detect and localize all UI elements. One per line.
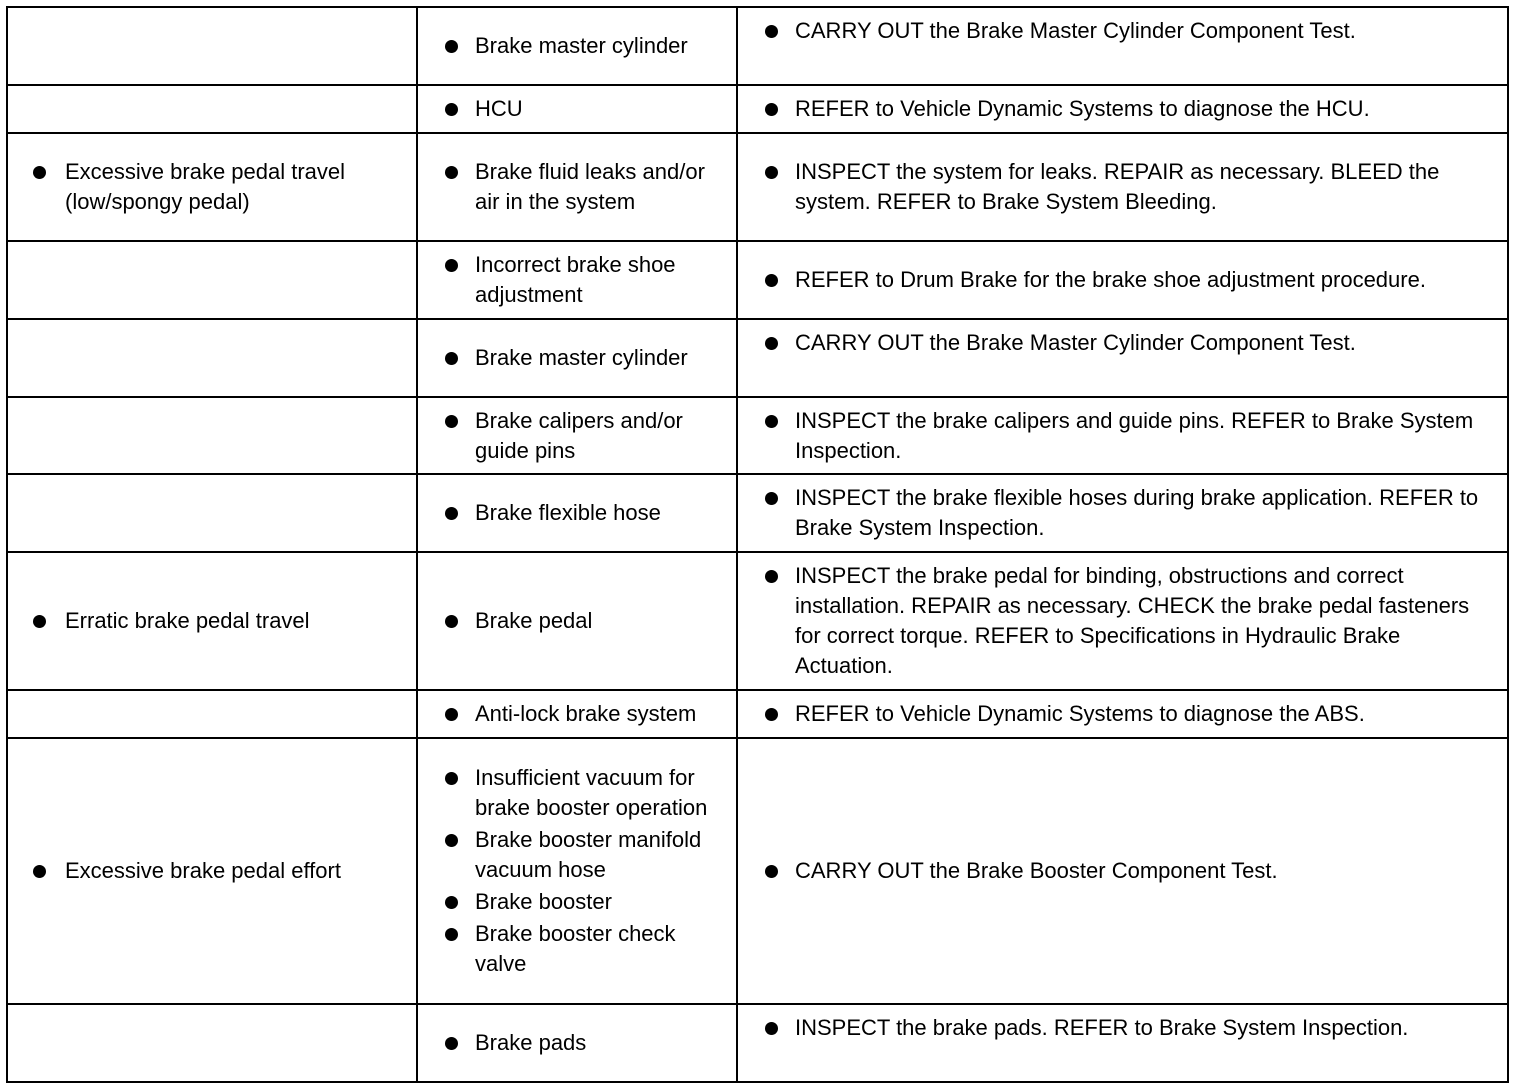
symptom-cell xyxy=(7,552,417,690)
symptom-cell xyxy=(7,7,417,85)
cause-bullet xyxy=(418,31,736,61)
cause-cell xyxy=(417,241,737,319)
cause-text: Brake pads xyxy=(475,1030,587,1055)
action-bullet xyxy=(738,328,1507,358)
action-cell xyxy=(737,7,1508,85)
action-text: CARRY OUT the Brake Master Cylinder Component Test. xyxy=(795,330,1356,355)
action-text: INSPECT the brake calipers and guide pins. REFER to Brake System Inspection. xyxy=(795,407,1474,463)
cause-bullet xyxy=(418,94,736,124)
cause-bullet xyxy=(418,250,736,310)
action-bullet xyxy=(738,16,1507,46)
cause-text: Brake master cylinder xyxy=(475,345,688,370)
bullet-dot-icon xyxy=(765,274,778,287)
cause-bullet xyxy=(418,157,736,217)
action-text: CARRY OUT the Brake Master Cylinder Component Test. xyxy=(795,18,1356,43)
cause-text: Anti-lock brake system xyxy=(475,701,697,726)
action-cell xyxy=(737,241,1508,319)
bullet-dot-icon xyxy=(765,1022,778,1035)
action-cell xyxy=(737,319,1508,397)
cause-cell xyxy=(417,690,737,738)
cause-bullet xyxy=(418,887,736,917)
cause-cell xyxy=(417,474,737,552)
cause-bullet xyxy=(418,498,736,528)
bullet-dot-icon xyxy=(765,492,778,505)
action-cell xyxy=(737,474,1508,552)
action-text: INSPECT the system for leaks. REPAIR as necessary. BLEED the system. REFER to Brake System Bleeding. xyxy=(795,159,1440,214)
bullet-dot-icon xyxy=(445,928,458,941)
symptom-cell xyxy=(7,397,417,474)
symptom-cell xyxy=(7,1004,417,1082)
cause-text: Insufficient vacuum for brake booster operation xyxy=(475,765,708,820)
action-bullet xyxy=(738,406,1507,466)
cause-cell xyxy=(417,85,737,133)
bullet-dot-icon xyxy=(445,1037,458,1050)
action-bullet xyxy=(738,856,1507,886)
action-text: REFER to Vehicle Dynamic Systems to diagnose the ABS. xyxy=(795,701,1365,726)
cause-bullet xyxy=(418,343,736,373)
table-row xyxy=(7,85,1508,133)
cause-bullet xyxy=(418,825,736,885)
action-text: INSPECT the brake flexible hoses during brake application. REFER to Brake System Inspection. xyxy=(795,485,1479,540)
table-row xyxy=(7,241,1508,319)
action-bullet xyxy=(738,699,1507,729)
action-text: REFER to Drum Brake for the brake shoe adjustment procedure. xyxy=(795,267,1426,292)
cause-cell xyxy=(417,7,737,85)
table-row xyxy=(7,738,1508,1004)
table-row xyxy=(7,1004,1508,1082)
symptom-text: Excessive brake pedal effort xyxy=(65,858,341,883)
cause-bullet xyxy=(418,699,736,729)
action-bullet xyxy=(738,157,1507,217)
bullet-dot-icon xyxy=(765,25,778,38)
cause-bullet xyxy=(418,763,736,823)
symptom-cell xyxy=(7,85,417,133)
action-cell xyxy=(737,85,1508,133)
symptom-bullet xyxy=(8,606,416,636)
cause-text: Brake master cylinder xyxy=(475,33,688,58)
cause-text: Brake booster check valve xyxy=(475,921,676,976)
cause-cell xyxy=(417,319,737,397)
bullet-dot-icon xyxy=(765,708,778,721)
bullet-dot-icon xyxy=(445,772,458,785)
cause-bullet xyxy=(418,606,736,636)
cause-text: HCU xyxy=(475,96,523,121)
symptom-text: Erratic brake pedal travel xyxy=(65,608,310,633)
table-row xyxy=(7,7,1508,85)
symptom-text: Excessive brake pedal travel (low/spongy pedal) xyxy=(65,159,346,214)
bullet-dot-icon xyxy=(445,259,458,272)
bullet-dot-icon xyxy=(765,103,778,116)
bullet-dot-icon xyxy=(445,415,458,428)
action-bullet xyxy=(738,94,1507,124)
bullet-dot-icon xyxy=(765,337,778,350)
table-row xyxy=(7,552,1508,690)
symptom-bullet xyxy=(8,157,416,217)
bullet-dot-icon xyxy=(445,352,458,365)
bullet-dot-icon xyxy=(445,507,458,520)
action-bullet xyxy=(738,561,1507,681)
symptom-cell xyxy=(7,133,417,241)
action-bullet xyxy=(738,265,1507,295)
table-row xyxy=(7,690,1508,738)
bullet-dot-icon xyxy=(445,896,458,909)
action-text: REFER to Vehicle Dynamic Systems to diagnose the HCU. xyxy=(795,96,1370,121)
bullet-dot-icon xyxy=(33,166,46,179)
cause-bullet xyxy=(418,1028,736,1058)
cause-cell xyxy=(417,1004,737,1082)
symptom-bullet xyxy=(8,856,416,886)
cause-bullet xyxy=(418,406,736,466)
cause-text: Incorrect brake shoe adjustment xyxy=(475,252,676,307)
bullet-dot-icon xyxy=(445,40,458,53)
table-row xyxy=(7,319,1508,397)
cause-text: Brake pedal xyxy=(475,608,593,633)
bullet-dot-icon xyxy=(765,865,778,878)
symptom-cell xyxy=(7,474,417,552)
bullet-dot-icon xyxy=(765,166,778,179)
symptom-cell xyxy=(7,738,417,1004)
bullet-dot-icon xyxy=(765,570,778,583)
cause-cell xyxy=(417,397,737,474)
symptom-cell xyxy=(7,319,417,397)
bullet-dot-icon xyxy=(33,865,46,878)
bullet-dot-icon xyxy=(33,615,46,628)
cause-cell xyxy=(417,133,737,241)
cause-text: Brake booster manifold vacuum hose xyxy=(475,827,702,882)
cause-bullet xyxy=(418,919,736,979)
action-cell xyxy=(737,738,1508,1004)
symptom-cell xyxy=(7,241,417,319)
action-cell xyxy=(737,397,1508,474)
table-row xyxy=(7,397,1508,474)
bullet-dot-icon xyxy=(445,166,458,179)
cause-cell xyxy=(417,738,737,1004)
symptom-cell xyxy=(7,690,417,738)
action-cell xyxy=(737,690,1508,738)
action-text: INSPECT the brake pedal for binding, obstructions and correct installation. REPAIR as necessary. CHECK the brake pedal fasteners for correct torque. REFER to Specifications in Hydraulic Brake Actuation. xyxy=(795,563,1470,678)
bullet-dot-icon xyxy=(445,834,458,847)
action-cell xyxy=(737,552,1508,690)
diagnosis-table-sheet xyxy=(6,6,1509,1083)
bullet-dot-icon xyxy=(445,103,458,116)
action-bullet xyxy=(738,483,1507,543)
bullet-dot-icon xyxy=(445,615,458,628)
action-cell xyxy=(737,133,1508,241)
action-bullet xyxy=(738,1013,1507,1043)
action-text: CARRY OUT the Brake Booster Component Test. xyxy=(795,858,1278,883)
cause-text: Brake fluid leaks and/or air in the system xyxy=(475,159,705,214)
action-text: INSPECT the brake pads. REFER to Brake System Inspection. xyxy=(795,1015,1409,1040)
cause-cell xyxy=(417,552,737,690)
action-cell xyxy=(737,1004,1508,1082)
table-row xyxy=(7,474,1508,552)
cause-text: Brake flexible hose xyxy=(475,500,661,525)
bullet-dot-icon xyxy=(765,415,778,428)
symptom-chart-table xyxy=(6,6,1509,1083)
cause-text: Brake calipers and/or guide pins xyxy=(475,407,683,463)
cause-text: Brake booster xyxy=(475,889,612,914)
bullet-dot-icon xyxy=(445,708,458,721)
table-row xyxy=(7,133,1508,241)
